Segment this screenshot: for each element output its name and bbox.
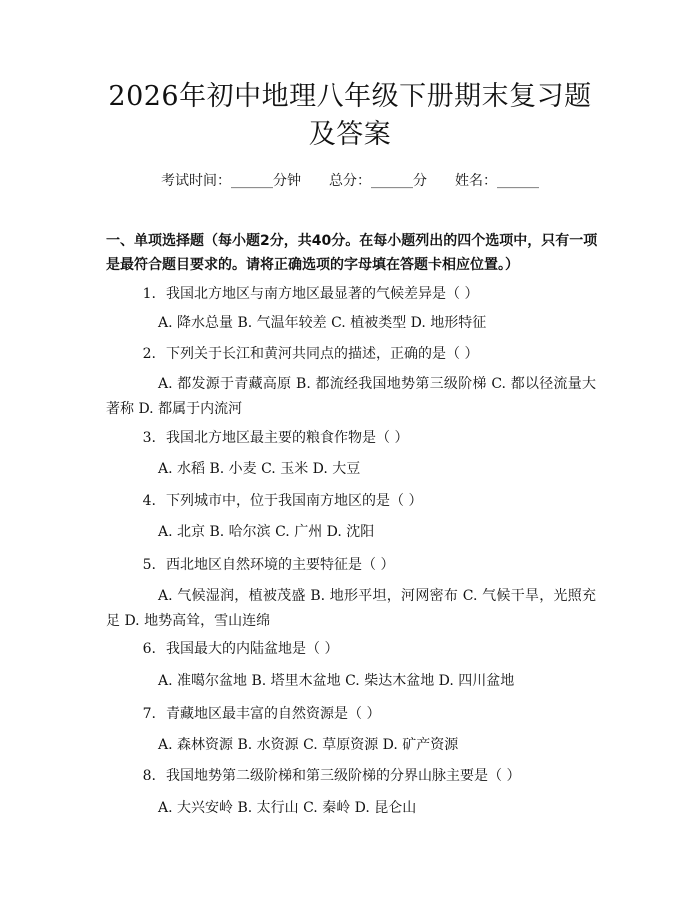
question-number: 5. — [142, 557, 156, 573]
question-number: 1. — [142, 286, 156, 302]
question-number: 8. — [142, 768, 156, 784]
question-stem — [106, 637, 606, 661]
question-stem — [106, 342, 606, 366]
question-text: 青藏地区最丰富的自然资源是（ ） — [166, 706, 381, 722]
exam-meta — [0, 170, 700, 190]
question-options: A. 降水总量 B. 气温年较差 C. 植被类型 D. 地形特征 — [158, 315, 487, 331]
question-stem — [106, 553, 606, 577]
student-name-field: 姓名：______ — [455, 173, 539, 189]
question-text: 我国北方地区最主要的粮食作物是（ ） — [166, 430, 409, 446]
question-number: 2. — [142, 346, 156, 362]
question-number: 6. — [142, 641, 156, 657]
page-title: 2026年初中地理八年级下册期末复习题及答案 — [108, 81, 592, 150]
question-text: 下列关于长江和黄河共同点的描述，正确的是（ ） — [166, 346, 479, 362]
question-text: 我国北方地区与南方地区最显著的气候差异是（ ） — [166, 286, 479, 302]
total-score-field: 总分：______分 — [329, 173, 427, 189]
question-text: 我国地势第二级阶梯和第三级阶梯的分界山脉主要是（ ） — [166, 768, 521, 784]
question-number: 7. — [142, 706, 156, 722]
question-text: 西北地区自然环境的主要特征是（ ） — [166, 557, 395, 573]
question-options: A. 水稻 B. 小麦 C. 玉米 D. 大豆 — [158, 461, 361, 477]
question-stem — [106, 426, 606, 450]
question-text: 下列城市中，位于我国南方地区的是（ ） — [166, 493, 423, 509]
question-options: A. 北京 B. 哈尔滨 C. 广州 D. 沈阳 — [158, 524, 375, 540]
question-stem — [106, 764, 606, 788]
question-options: A. 准噶尔盆地 B. 塔里木盆地 C. 柴达木盆地 D. 四川盆地 — [158, 673, 515, 689]
question-number: 4. — [142, 493, 156, 509]
section-heading: 一、单项选择题（每小题2分，共40分。在每小题列出的四个选项中，只有一项是最符合题目要求的。请将正确选项的字母填在答题卡相应位置。） — [106, 233, 598, 273]
question-options: A. 气候湿润，植被茂盛 B. 地形平坦，河网密布 C. 气候干旱，光照充足 D. 地势高耸，雪山连绵 — [106, 588, 596, 629]
question-text: 我国最大的内陆盆地是（ ） — [166, 641, 339, 657]
question-stem — [106, 282, 606, 306]
question-options: A. 都发源于青藏高原 B. 都流经我国地势第三级阶梯 C. 都以径流量大著称 D. 都属于内流河 — [106, 376, 596, 417]
question-number: 3. — [142, 430, 156, 446]
question-options: A. 大兴安岭 B. 太行山 C. 秦岭 D. 昆仑山 — [158, 800, 417, 816]
question-options: A. 森林资源 B. 水资源 C. 草原资源 D. 矿产资源 — [158, 737, 459, 753]
question-stem — [106, 702, 606, 726]
exam-time-field: 考试时间：______分钟 — [161, 173, 301, 189]
question-stem — [106, 489, 606, 513]
